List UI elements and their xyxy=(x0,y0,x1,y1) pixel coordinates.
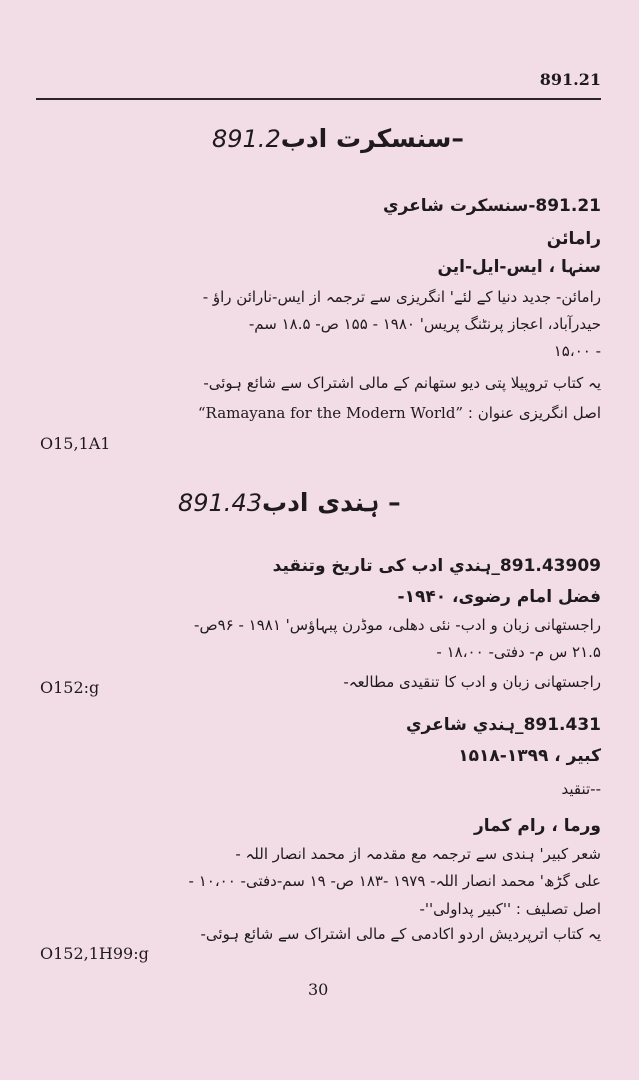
entry-author: ورما ، رام کمار xyxy=(473,816,601,836)
entry-line: راجستھانی زبان و ادب- نئی دهلی، موڈرن پبہاؤس' ۱۹۸۱ - ۹۶ص- xyxy=(194,616,601,634)
entry-line: رامائن- جدید دنیا کے لئے' انگریزی سے ترجمہ از ایس-نارائن راؤ - xyxy=(202,288,601,306)
section-number: 891.2 xyxy=(212,125,281,153)
entry-line: اصل تصلیف : ''کبیر پداولی''- xyxy=(419,900,601,918)
entry-line: ۲۱.۵ س م- دفتی- ۱۸،۰۰ - xyxy=(436,643,601,661)
entry-subject: رامائن xyxy=(546,229,601,249)
entry-line: علی گڑھ' محمد انصار اللہ- ۱۹۷۹ -۱۸۳ ص- ۱۹ سم-دفتی- ۱۰،۰۰ - xyxy=(188,872,601,890)
entry-number: 891.21 xyxy=(535,196,601,216)
entry-author: فضل امام رضوی، ۱۹۴۰- xyxy=(397,587,601,607)
entry-number: 891.43909 xyxy=(499,556,601,576)
section-title: – ہندی ادب xyxy=(261,488,401,517)
header-class-number: 891.21 xyxy=(539,70,601,89)
entry-original-title xyxy=(198,404,601,422)
entry-code: O15,1A1 xyxy=(40,434,111,453)
entry-author: سنہا ، ایس-ایل-این xyxy=(437,257,601,277)
entry-line: حیدرآباد، اعجاز پرنٹنگ پریس' ۱۹۸۰ - ۱۵۵ ص- ۱۸.۵ سم- xyxy=(248,315,601,333)
entry-heading xyxy=(383,196,601,216)
section-heading-sanskrit xyxy=(212,124,464,153)
entry-author: کبیر ، ۱۳۹۹-۱۵۱۸ xyxy=(458,746,601,766)
note-english-title: “Ramayana for the Modern World” xyxy=(197,404,464,422)
entry-number: 891.431 xyxy=(523,715,601,735)
entry-title: _ہندي ادب کی تاریخ وتنقید xyxy=(272,556,500,576)
header-rule xyxy=(36,98,601,100)
entry-title: _ہندي شاعري xyxy=(405,715,524,735)
entry-heading xyxy=(406,714,601,735)
note-label: اصل انگریزی عنوان : xyxy=(467,404,601,422)
section-number: 891.43 xyxy=(178,489,262,517)
entry-code: O152,1H99:g xyxy=(40,944,149,963)
entry-note: یہ کتاب تروپیلا پتی دیو ستھانم کے مالی اشتراک سے شائع ہوئی- xyxy=(203,374,601,392)
entry-title: -سنسکرت شاعري xyxy=(383,196,536,216)
page-number: 30 xyxy=(308,980,329,999)
entry-line: ۱۵،۰۰ - xyxy=(553,342,601,360)
entry-subheading: --تنقید xyxy=(561,780,601,798)
entry-line: شعر کبیر' ہندی سے ترجمہ مع مقدمہ از محمد انصار اللہ - xyxy=(235,845,601,863)
entry-note: راجستھانی زبان و ادب کا تنقیدی مطالعہ- xyxy=(343,673,601,691)
section-heading-hindi xyxy=(178,488,401,517)
entry-code: O152:g xyxy=(40,678,100,697)
entry-note: یہ کتاب اترپردیش اردو اکادمی کے مالی اشتراک سے شائع ہوئی- xyxy=(200,925,601,943)
entry-heading xyxy=(273,555,601,576)
section-title: –سنسکرت ادب xyxy=(280,124,464,153)
